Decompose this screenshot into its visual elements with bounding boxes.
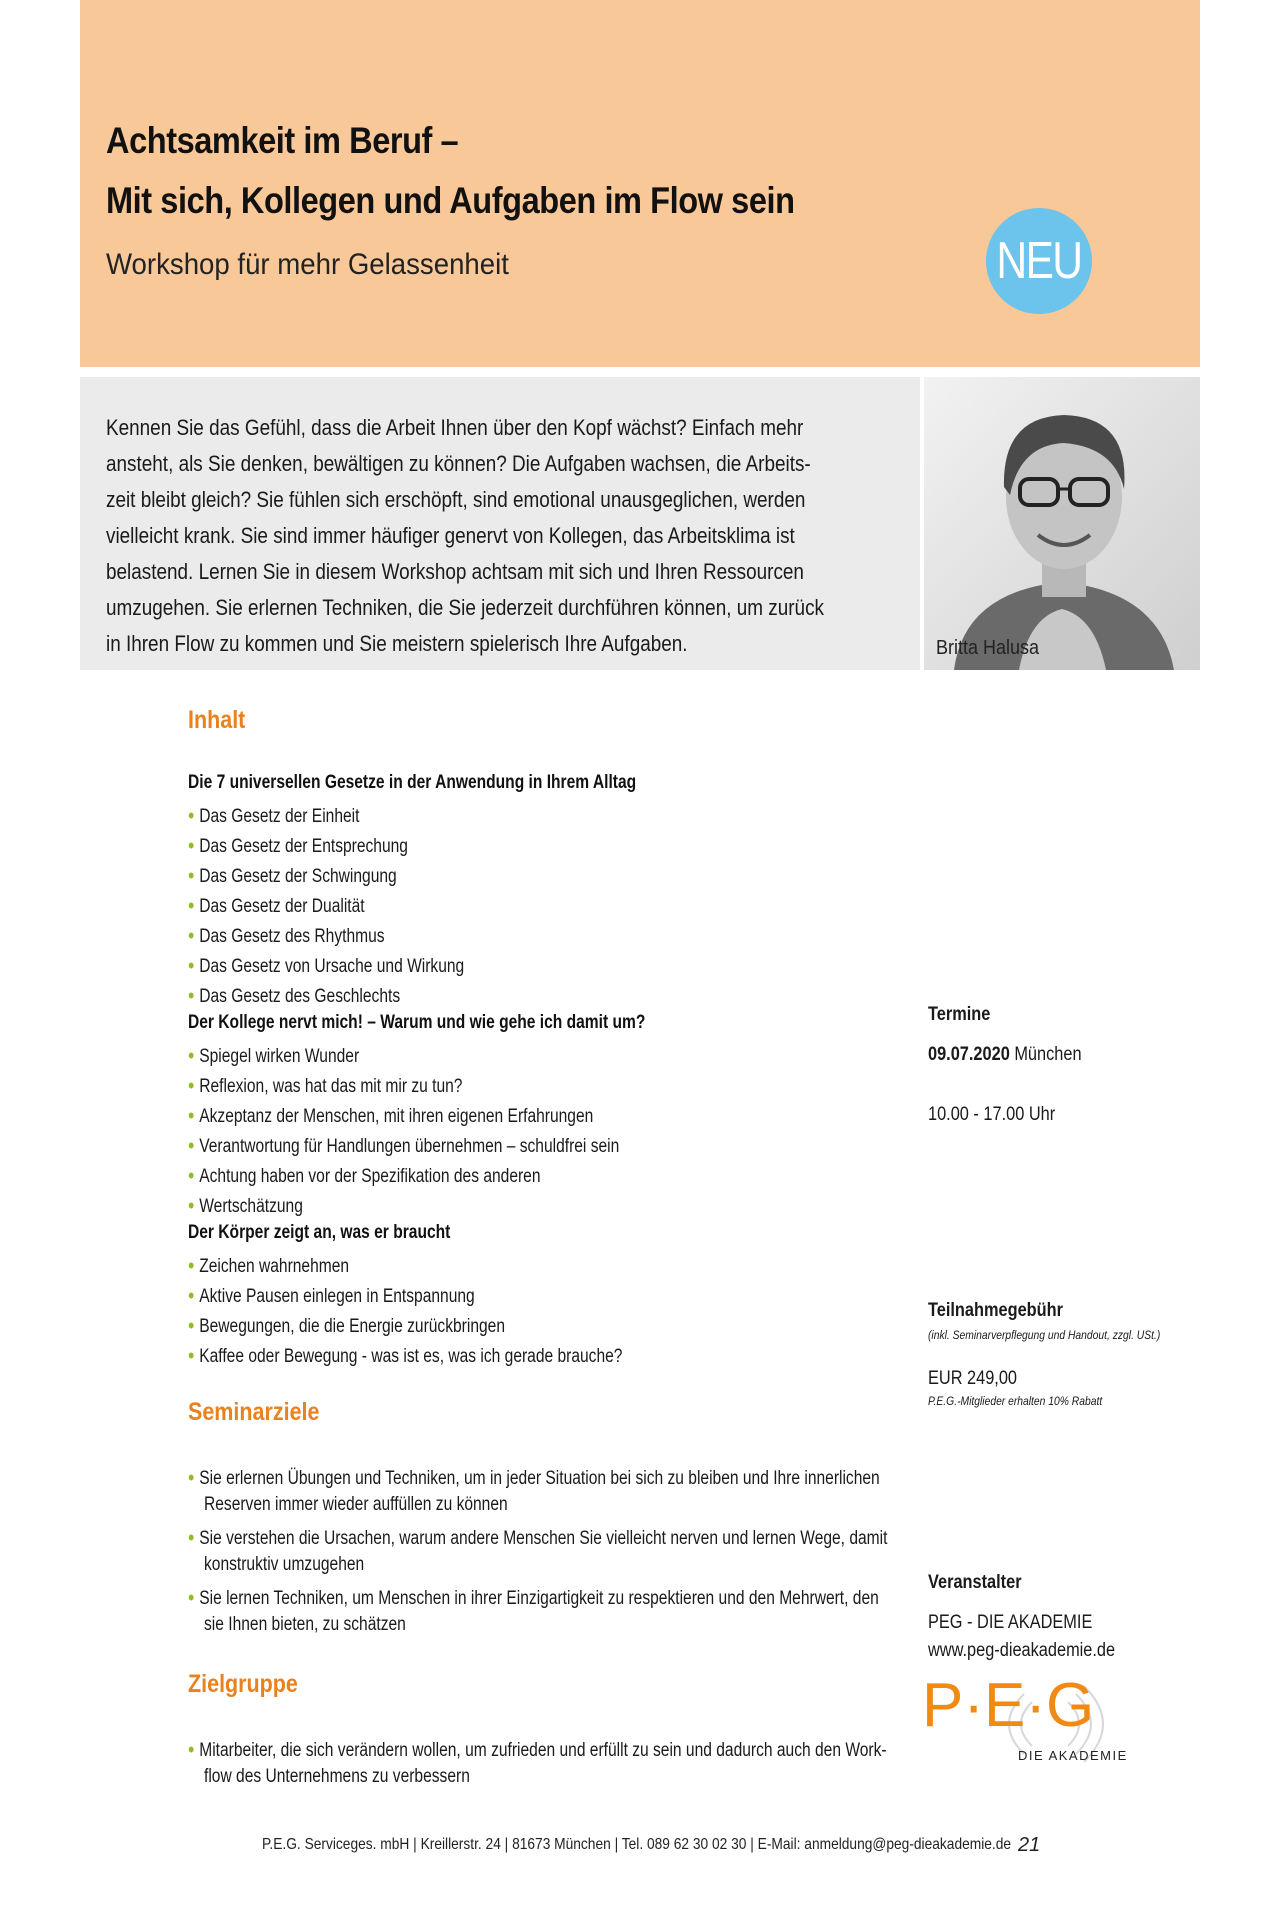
- section-heading-inhalt: Inhalt: [188, 706, 246, 734]
- bullet-icon: •: [188, 1313, 195, 1338]
- termine-date: 09.07.2020 München: [928, 1044, 1082, 1065]
- list-item: • Das Gesetz von Ursache und Wirkung: [188, 953, 465, 978]
- bullet-icon: •: [188, 1103, 195, 1128]
- bullet-icon: •: [188, 1585, 195, 1610]
- list-item: • Das Gesetz der Einheit: [188, 803, 360, 828]
- organizer-heading: Veranstalter: [928, 1572, 1022, 1593]
- group-title: Der Kollege nervt mich! – Warum und wie gehe ich damit um?: [188, 1012, 646, 1033]
- new-badge-label: NEU: [996, 232, 1082, 290]
- new-badge: [986, 208, 1092, 314]
- bullet-icon: •: [188, 1043, 195, 1068]
- intro-line: vielleicht krank. Sie sind immer häufiger genervt von Kollegen, das Arbeitsklima ist: [106, 523, 795, 548]
- termine-time: 10.00 - 17.00 Uhr: [928, 1104, 1056, 1125]
- list-item: • Sie erlernen Übungen und Techniken, um in jeder Situation bei sich zu bleiben und Ihre innerlichen: [188, 1465, 880, 1490]
- fee-amount: EUR 249,00: [928, 1368, 1018, 1389]
- organizer-website[interactable]: www.peg-dieakademie.de: [928, 1640, 1116, 1661]
- list-item: • Das Gesetz der Entsprechung: [188, 833, 408, 858]
- footer-contact: P.E.G. Serviceges. mbH | Kreillerstr. 24 | 81673 München | Tel. 089 62 30 02 30 | E-Mail: anmeldung@peg-dieakademie.de: [262, 1836, 1012, 1853]
- list-item: • Mitarbeiter, die sich verändern wollen, um zufrieden und erfüllt zu sein und dadurch auch den Work-: [188, 1737, 887, 1762]
- portrait-image: [924, 377, 1200, 670]
- page-subtitle: Workshop für mehr Gelassenheit: [106, 248, 509, 281]
- bullet-icon: •: [188, 1525, 195, 1550]
- bullet-icon: •: [188, 1465, 195, 1490]
- intro-line: zeit bleibt gleich? Sie fühlen sich erschöpft, sind emotional unausgeglichen, werden: [106, 487, 806, 512]
- logo-letters: P·E·G: [922, 1671, 1095, 1740]
- list-item: • Wertschätzung: [188, 1193, 303, 1218]
- list-item: • Spiegel wirken Wunder: [188, 1043, 360, 1068]
- list-item: • Sie verstehen die Ursachen, warum andere Menschen Sie vielleicht nerven und lernen Wege, damit: [188, 1525, 888, 1550]
- bullet-icon: •: [188, 803, 195, 828]
- list-item-continuation: konstruktiv umzugehen: [204, 1554, 365, 1575]
- termine-heading: Termine: [928, 1004, 991, 1025]
- list-item-continuation: Reserven immer wieder auffüllen zu können: [204, 1494, 508, 1515]
- bullet-icon: •: [188, 1737, 195, 1762]
- list-item-continuation: flow des Unternehmens zu verbessern: [204, 1766, 470, 1787]
- logo-subtitle: DIE AKADEMIE: [1018, 1748, 1128, 1763]
- intro-line: Kennen Sie das Gefühl, dass die Arbeit Ihnen über den Kopf wächst? Einfach mehr: [106, 415, 804, 440]
- bullet-icon: •: [188, 983, 195, 1008]
- bullet-icon: •: [188, 1193, 195, 1218]
- list-item: • Achtung haben vor der Spezifikation des anderen: [188, 1163, 541, 1188]
- fee-note: (inkl. Seminarverpflegung und Handout, zzgl. USt.): [928, 1328, 1161, 1342]
- list-item: • Verantwortung für Handlungen übernehmen – schuldfrei sein: [188, 1133, 620, 1158]
- intro-line: ansteht, als Sie denken, bewältigen zu können? Die Aufgaben wachsen, die Arbeits-: [106, 451, 811, 476]
- bullet-icon: •: [188, 1073, 195, 1098]
- bullet-icon: •: [188, 1253, 195, 1278]
- page-number: 21: [1018, 1834, 1041, 1856]
- group-title: Die 7 universellen Gesetze in der Anwendung in Ihrem Alltag: [188, 772, 637, 793]
- bullet-icon: •: [188, 893, 195, 918]
- section-heading-zielgruppe: Zielgruppe: [188, 1670, 298, 1698]
- bullet-icon: •: [188, 953, 195, 978]
- photo-caption: Britta Halusa: [936, 637, 1040, 659]
- trainer-photo: [924, 377, 1200, 670]
- fee-heading: Teilnahmegebühr: [928, 1300, 1063, 1321]
- list-item: • Kaffee oder Bewegung - was ist es, was ich gerade brauche?: [188, 1343, 623, 1368]
- list-item: • Sie lernen Techniken, um Menschen in ihrer Einzigartigkeit zu respektieren und den Mehrwert, den: [188, 1585, 879, 1610]
- bullet-icon: •: [188, 923, 195, 948]
- intro-line: in Ihren Flow zu kommen und Sie meistern spielerisch Ihre Aufgaben.: [106, 631, 688, 656]
- page-title-line2: Mit sich, Kollegen und Aufgaben im Flow sein: [106, 180, 795, 221]
- peg-logo: [920, 1664, 1140, 1774]
- list-item: • Bewegungen, die die Energie zurückbringen: [188, 1313, 505, 1338]
- list-item: • Zeichen wahrnehmen: [188, 1253, 350, 1278]
- list-item: • Das Gesetz der Dualität: [188, 893, 365, 918]
- page-title-line1: Achtsamkeit im Beruf –: [106, 120, 459, 161]
- bullet-icon: •: [188, 1133, 195, 1158]
- peg-logo-graphic: [920, 1664, 1140, 1774]
- organizer-name: PEG - DIE AKADEMIE: [928, 1612, 1093, 1633]
- bullet-icon: •: [188, 1343, 195, 1368]
- list-item: • Reflexion, was hat das mit mir zu tun?: [188, 1073, 463, 1098]
- intro-line: umzugehen. Sie erlernen Techniken, die Sie jederzeit durchführen können, um zurück: [106, 595, 824, 620]
- list-item: • Das Gesetz des Rhythmus: [188, 923, 385, 948]
- intro-line: belastend. Lernen Sie in diesem Workshop achtsam mit sich und Ihren Ressourcen: [106, 559, 804, 584]
- list-item: • Akzeptanz der Menschen, mit ihren eigenen Erfahrungen: [188, 1103, 594, 1128]
- list-item: • Aktive Pausen einlegen in Entspannung: [188, 1283, 475, 1308]
- list-item: • Das Gesetz der Schwingung: [188, 863, 397, 888]
- list-item-continuation: sie Ihnen bieten, zu schätzen: [204, 1614, 406, 1635]
- group-title: Der Körper zeigt an, was er braucht: [188, 1222, 451, 1243]
- list-item: • Das Gesetz des Geschlechts: [188, 983, 401, 1008]
- bullet-icon: •: [188, 833, 195, 858]
- bullet-icon: •: [188, 1163, 195, 1188]
- bullet-icon: •: [188, 863, 195, 888]
- intro-text: [106, 410, 906, 662]
- fee-discount: P.E.G.-Mitglieder erhalten 10% Rabatt: [928, 1394, 1103, 1408]
- section-heading-seminarziele: Seminarziele: [188, 1398, 320, 1426]
- bullet-icon: •: [188, 1283, 195, 1308]
